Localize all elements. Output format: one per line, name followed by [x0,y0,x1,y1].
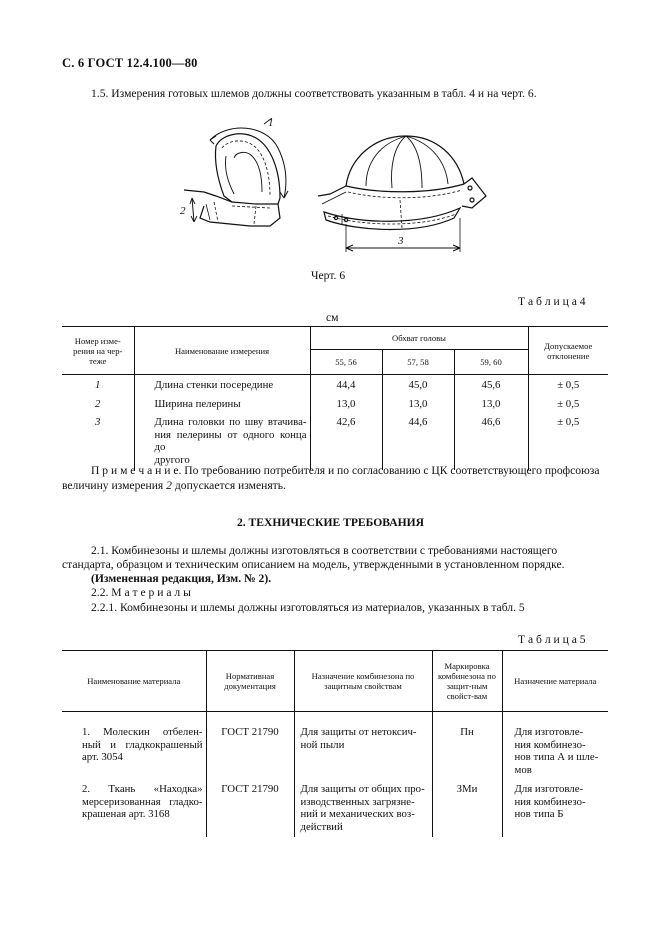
table4-header-size: 55, 56 [310,350,382,375]
table5-title: Т а б л и ц а 5 [518,633,586,646]
table5-cell-line: крашеная арт. 3168 [82,808,170,820]
paragraph-2-1-line-2: стандарта, образцом и техническим описанием на модель, утвержденными в установленном порядке. [62,558,565,571]
table4-cell-value: 42,6 [310,411,382,470]
table-row [62,712,608,778]
table5-cell-line: Для изготовле- [514,783,584,795]
table4-cell-value: 45,0 [382,375,454,393]
table5-cell-material [502,712,608,778]
table5-cell-line: действий [300,820,343,833]
paragraph-1-5: 1.5. Измерения готовых шлемов должны соответствовать указанным в табл. 4 и на черт. 6. [91,87,537,100]
table5-cell-line: ной пыли [300,738,345,751]
table4-cell-deviation: ± 0,5 [528,375,608,393]
table4-cell-value: 46,6 [454,411,528,470]
table-row [62,393,608,412]
figure-label-3: 3 [398,235,404,247]
table4-header-group: Обхват головы [310,327,528,350]
table5-cell-line: ний и механических воз- [300,808,415,820]
table5-header: Маркировка комбинезона по защит-ным свойст-вам [432,651,502,712]
note-text: допускается изменять. [171,479,286,492]
section-2-title: 2. ТЕХНИЧЕСКИЕ ТРЕБОВАНИЯ [236,516,425,529]
table5-cell-line: нов типа А и шле- [514,751,599,763]
table4-cell-value: 13,0 [454,393,528,412]
table4-cell-num: 2 [95,397,101,410]
table4-title: Т а б л и ц а 4 [518,295,586,308]
table4-cell-deviation: ± 0,5 [528,411,608,470]
table4-cell-name: Ширина пелерины [134,393,310,412]
table5-cell-purpose [294,777,432,837]
table4-cell-value: 44,4 [310,375,382,393]
table5-cell-line: нов типа Б [514,808,564,820]
figure-label-2: 2 [180,205,186,217]
table5-cell-line: 1. Молескин отбелен- [82,726,203,738]
table4-header-number: Номер изме-рения на чер-теже [62,327,134,375]
table4-cell-name-line: ния пелерины от одного конца до [154,428,307,453]
table4-cell-value: 45,6 [454,375,528,393]
table5-cell-mark: ЗМи [432,777,502,837]
table5-header: Нормативная документация [206,651,294,712]
table4-header-size: 59, 60 [454,350,528,375]
note-number: 2 [166,479,172,492]
table4-cell-value: 13,0 [382,393,454,412]
table-5 [62,650,608,837]
table4-cell-deviation: ± 0,5 [528,393,608,412]
table4-header-deviation: Допускаемое отклонение [528,327,608,375]
table5-cell-line: изводственных загрязне- [300,795,415,808]
note-line-2 [62,478,286,493]
paragraph-2-2-1: 2.2.1. Комбинезоны и шлемы должны изготовляться из материалов, указанных в табл. 5 [91,601,525,614]
table5-cell-purpose [294,712,432,778]
table4-cell-value: 13,0 [310,393,382,412]
table5-header: Назначение материала [502,651,608,712]
figure-caption: Черт. 6 [311,269,346,282]
note-text: величину измерения [62,479,167,492]
table5-cell-line: мов [514,763,532,776]
amendment-note: (Измененная редакция, Изм. № 2). [91,572,272,585]
table5-cell-doc: ГОСТ 21790 [206,777,294,837]
table5-header: Наименование материала [62,651,206,712]
table5-cell-line: ный и гладкокрашеный [82,738,203,751]
table5-header: Назначение комбинезона по защитным свойствам [294,651,432,712]
note-text: По требованию потребителя и по согласованию с ЦК соответствующего профсоюза [181,464,600,477]
table4-cell-value: 44,6 [382,411,454,470]
table5-cell-line: Для защиты от нетоксич- [300,726,417,738]
table-row [62,375,608,393]
table-4 [62,326,608,470]
table4-cell-name [134,411,310,470]
table5-cell-line: ния комбинезо- [514,738,586,751]
note-lead: П р и м е ч а н и е. [91,464,182,477]
table5-cell-mark: Пн [432,712,502,778]
table4-header-size: 57, 58 [382,350,454,375]
table4-header-name: Наименование измерения [134,327,310,375]
table5-cell-name [62,777,206,837]
table5-cell-line: Для изготовле- [514,726,584,738]
table-row [62,777,608,837]
table4-cell-num: 3 [95,416,101,428]
table5-cell-name [62,712,206,778]
helmet-drawing [170,118,500,258]
table4-cell-name-line: другого [154,453,190,466]
table4-cell-name: Длина стенки посередине [134,375,310,393]
table5-cell-line: Для защиты от общих про- [300,783,425,795]
table5-cell-doc: ГОСТ 21790 [206,712,294,778]
table-row [62,411,608,470]
table4-unit: см [326,311,339,324]
page-header: С. 6 ГОСТ 12.4.100—80 [62,56,198,70]
table5-cell-line: мерсеризованная гладко- [82,795,203,808]
figure-label-1: 1 [268,118,274,129]
note-line-1 [91,463,599,478]
table4-cell-num: 1 [95,379,101,391]
table4-cell-name-line: Длина головки по шву втачива- [154,416,307,428]
paragraph-2-2: 2.2. М а т е р и а л ы [91,586,191,599]
table5-cell-line: ния комбинезо- [514,795,586,808]
table5-cell-line: арт. 3054 [82,751,123,763]
table5-cell-line: 2. Ткань «Находка» [82,783,203,795]
paragraph-2-1-line-1: 2.1. Комбинезоны и шлемы должны изготовляться в соответствии с требованиями настоящего [91,544,558,557]
table5-cell-material [502,777,608,837]
